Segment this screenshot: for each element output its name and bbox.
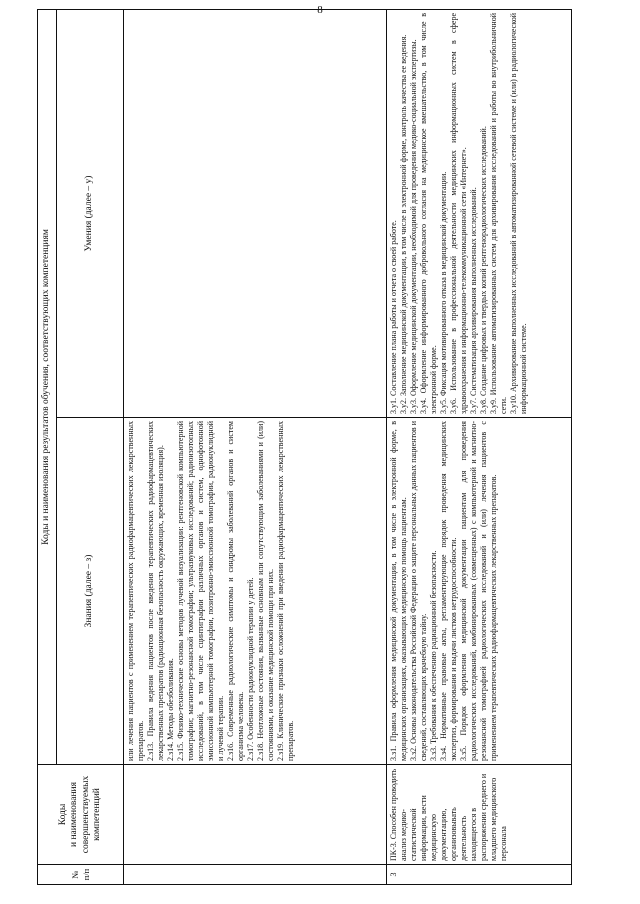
- rotated-table-container: [37, 10, 605, 885]
- table-row: [124, 10, 387, 885]
- knowledge-item: 2.з14. Методы обезболивания.: [166, 658, 175, 761]
- skills-item: 3.у7. Систематизация архивирования выполненных исследований.: [469, 187, 478, 414]
- skills-item: 3.у8. Создание цифровых и твердых копий рентгенорадиологических исследований.: [479, 126, 488, 414]
- header-results-group: Коды и наименования результатов обучения, соответствующих компетенциям: [38, 10, 57, 765]
- table-row: [387, 10, 572, 885]
- page-number: 8: [317, 4, 323, 16]
- row-number: 3: [387, 865, 572, 885]
- knowledge-item: 3.з2. Основы законодательства Российской Федерации о защите персональных данных пациентов и сведений, составляющих врачебную тайну.: [409, 421, 428, 761]
- competency-cell: ПК-3. Способен проводить анализ медико-статистической информации, вести медицинскую документацию, организовывать деятельность находящегося в распоряжении среднего и младшего медицинского персонала: [387, 765, 572, 865]
- competency-table: [37, 9, 572, 885]
- skills-item: 3.у10. Архивирование выполненных исследований в автоматизированной сетевой системе и (или) в радиологической информационной системе.: [509, 13, 528, 414]
- skills-item: 3.у1. Составление плана работы и отчета о своей работе.: [389, 220, 398, 414]
- skills-cell: [124, 10, 387, 418]
- header-skills: Умения (далее – у): [57, 10, 124, 418]
- skills-item: 3.у2. Заполнение медицинской документации, в том числе в электронной форме, контроль качества ее ведения.: [399, 34, 408, 414]
- header-num: № п/п: [38, 865, 124, 885]
- knowledge-item: 2.з17. Особенности радионуклидной терапии у детей.: [246, 577, 255, 761]
- knowledge-cell: [124, 418, 387, 765]
- knowledge-cell: [387, 418, 572, 765]
- knowledge-item: 3.з1. Правила оформления медицинской документации, в том числе в электронной форме, в медицинских организациях, оказывающих медицинскую помощь пациентам.: [389, 421, 408, 761]
- knowledge-item: 2.з16. Современные радиологические симптомы и синдромы заболеваний органов и систем организма человека.: [226, 421, 245, 761]
- knowledge-item: 2.з18. Неотложные состояния, вызванные основным или сопутствующим заболеваниями и (или) состояниями, и оказание медицинской помощи при них.: [256, 421, 275, 761]
- skills-item: 3.у9. Использование автоматизированных систем для архивирования исследований и работы во внутрибольничной сети.: [489, 13, 508, 414]
- knowledge-item: 3.з4. Нормативные правовые акты, регламентирующие порядок проведения медицинских экспертиз, формирования и выдачи листков нетрудоспособности.: [439, 421, 458, 761]
- knowledge-item: 2.з15. Физико-технические основы методов лучевой визуализации: рентгеновской компьютерной томографии; магнитно-резонансной томографии; ультразвуковых исследований; радиоизотопных исследований, в том числе сцинтиграфии различных органов и систем, однофотонной эмиссионной компьютерной томографии, позитронно-эмиссионной томографии, радионуклидной и лучевой терапии.: [176, 421, 225, 761]
- row-number: [124, 865, 387, 885]
- knowledge-item: или лечения пациентов с применением терапевтических радиофармацевтических лекарственных препаратов.: [126, 421, 145, 761]
- skills-item: 3.у5. Фиксация мотивированного отказа в медицинской документации.: [439, 171, 448, 414]
- knowledge-item: 2.з13. Правила ведения пациентов после введения терапевтических радиофармацевтических лекарственных препаратов (радиационная безопасность окружающих, временная изоляция).: [146, 421, 165, 761]
- skills-item: 3.у3. Оформление медицинской документации, необходимой для проведения медико-социальной экспертизы.: [409, 39, 418, 414]
- competency-cell: [124, 765, 387, 865]
- knowledge-item: 3.з3. Требования к обеспечению радиационной безопасности.: [429, 550, 438, 761]
- knowledge-item: 2.з19. Клинические признаки осложнений при введении радиофармацевтических лекарственных препаратов.: [276, 421, 295, 761]
- skills-item: 3.у4. Оформление информированного добровольного согласия на медицинское вмешательство, в том числе в электронной форме.: [419, 13, 438, 414]
- knowledge-item: 3.з5. Порядок оформления медицинской документации пациентам для проведения радиологических исследований, комбинированных (совмещенных) с компьютерной и магнитно-резонансной томографией радиологических исследований и (или) лечения пациентов с применением терапевтических радиофармацевтических лекарственных препаратов.: [459, 421, 498, 761]
- header-codes: Коды и наименования совершенствуемых компетенций: [38, 765, 124, 865]
- header-knowledge: Знания (далее – з): [57, 418, 124, 765]
- skills-item: 3.у6. Использование в профессиональной деятельности медицинских информационных систем в сфере здравоохранения и информационно-телекоммуникационной сети «Интернет».: [449, 13, 468, 414]
- skills-cell: [387, 10, 572, 418]
